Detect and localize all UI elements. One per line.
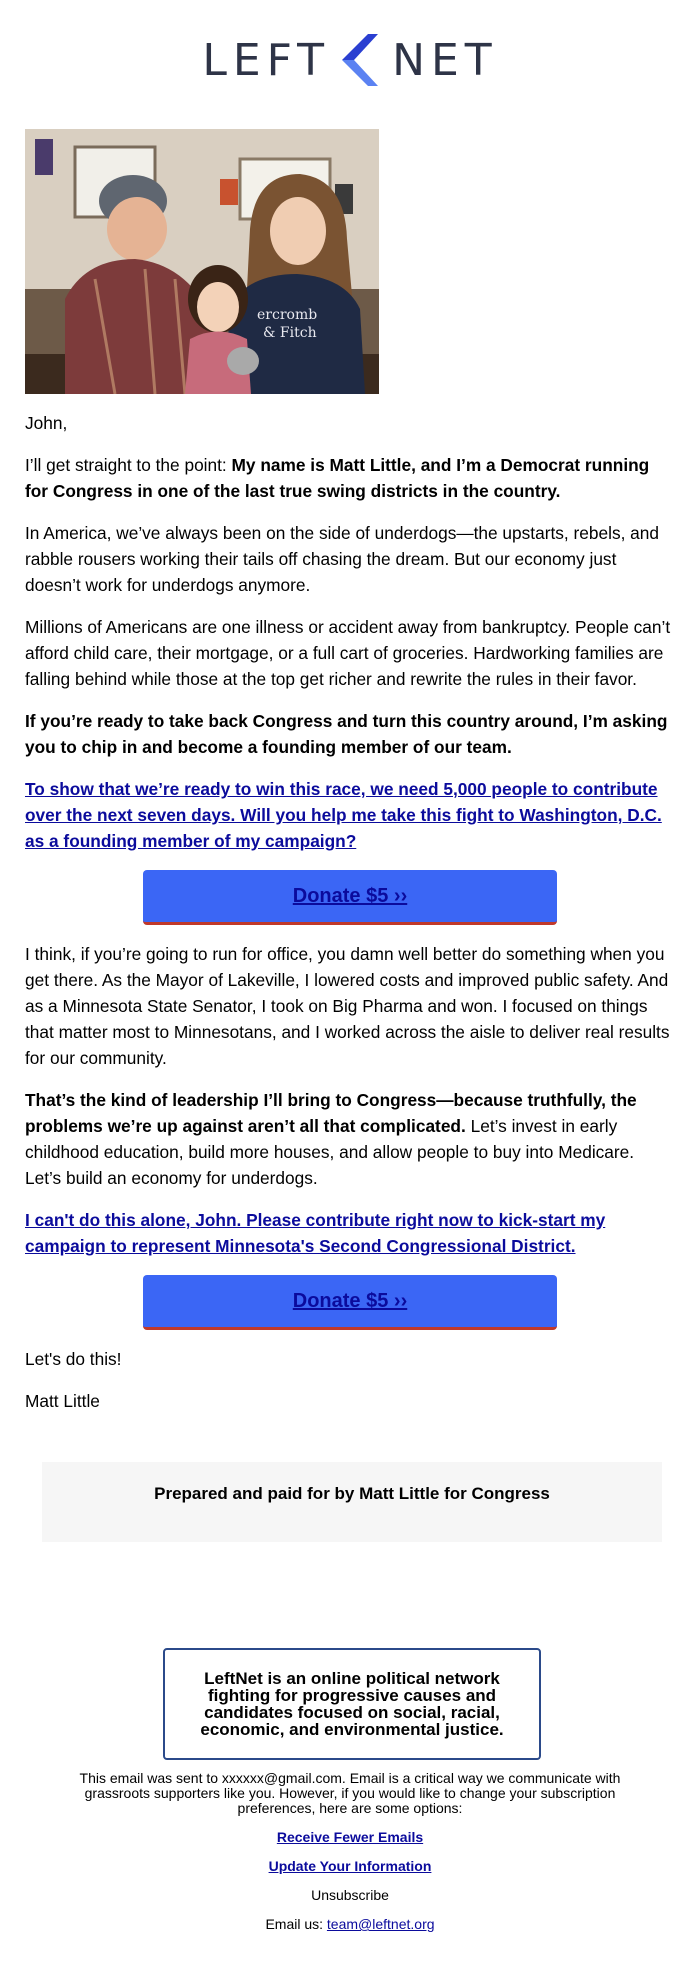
leadership-rest: Let’s invest in early childhood education, build more houses, and allow people to buy into Medicare. Let’s build an economy for underdogs. [25,1116,635,1188]
svg-text:ercromb: ercromb [257,307,318,323]
chevron-logo-icon [338,34,378,86]
donate-button-wrap-2 [25,1275,675,1330]
update-info-row [60,1859,640,1874]
greeting: John, [25,413,68,433]
contribute-link-paragraph [25,776,675,854]
ask-bold: If you’re ready to take back Congress and turn this country around, I’m asking you to chip in and become a founding member of our team. [25,711,668,757]
family-photo-illustration [25,129,379,394]
footer-notice: This email was sent to xxxxxx@gmail.com. Email is a critical way we communicate with grassroots supporters like you. However, if you would like to change your subscription preferences, here are some options: [79,1770,621,1816]
paid-for-disclaimer: Prepared and paid for by Matt Little for Congress [42,1462,662,1542]
underdogs-paragraph: In America, we’ve always been on the side of underdogs—the upstarts, rebels, and rabble rousers working their tails off chasing the dream. But our economy just doesn’t work for underdogs anymore. [25,523,660,595]
leftnet-logo[interactable] [0,34,700,86]
leadership-bold: That’s the kind of leadership I’ll bring to Congress—because truthfully, the problems we’re up against aren’t all that complicated. [25,1090,637,1136]
ask-paragraph [25,708,675,760]
signature: Matt Little [25,1391,100,1411]
svg-text:& Fitch: & Fitch [263,325,317,341]
contribute-link-1[interactable]: To show that we’re ready to win this race, we need 5,000 people to contribute over the next seven days. Will you help me take this fight to Washington, D.C. as a founding member of my campaign? [25,779,662,851]
closing-line: Let's do this! [25,1349,122,1369]
intro-lead: I’ll get straight to the point: [25,455,232,475]
contribute-link-paragraph-2 [25,1207,675,1259]
email-body [25,410,675,1430]
logo-left-word: LEFT [202,34,331,86]
family-photo [25,129,379,394]
email-us-row [60,1917,640,1932]
contribute-link-2[interactable]: I can't do this alone, John. Please contribute right now to kick-start my campaign to represent Minnesota's Second Congressional District. [25,1210,606,1256]
unsubscribe-link[interactable]: Unsubscribe [311,1887,389,1903]
bankruptcy-paragraph: Millions of Americans are one illness or accident away from bankruptcy. People can’t afford child care, their mortgage, or a full cart of groceries. Hardworking families are falling behind while those at the top get richer and rewrite the rules in their favor. [25,617,671,689]
leadership-paragraph [25,1087,675,1191]
email-address-link[interactable]: team@leftnet.org [326,1916,435,1932]
record-paragraph: I think, if you’re going to run for office, you damn well better do something when you get there. As the Mayor of Lakeville, I lowered costs and improved public safety. And as a Minnesota State Senator, I took on Big Pharma and won. I focused on things that matter most to Minnesotans, and I worked across the aisle to deliver real results for our community. [25,944,670,1068]
donate-button-2[interactable]: Donate $5 ›› [143,1275,557,1330]
intro-bold: My name is Matt Little, and I’m a Democrat running for Congress in one of the last true swing districts in the country. [25,455,650,501]
intro-paragraph [25,452,675,504]
fewer-emails-row [60,1830,640,1845]
email-us-label: Email us: [265,1916,327,1932]
update-information-link[interactable]: Update Your Information [268,1858,432,1874]
logo-right-word: NET [392,34,498,86]
email-footer [60,1771,640,1932]
leftnet-description-box: LeftNet is an online political network fighting for progressive causes and candidates focused on social, racial, economic, and environmental justice. [163,1648,541,1760]
receive-fewer-emails-link[interactable]: Receive Fewer Emails [276,1829,424,1845]
donate-button-1[interactable]: Donate $5 ›› [143,870,557,925]
donate-button-wrap-1 [25,870,675,925]
